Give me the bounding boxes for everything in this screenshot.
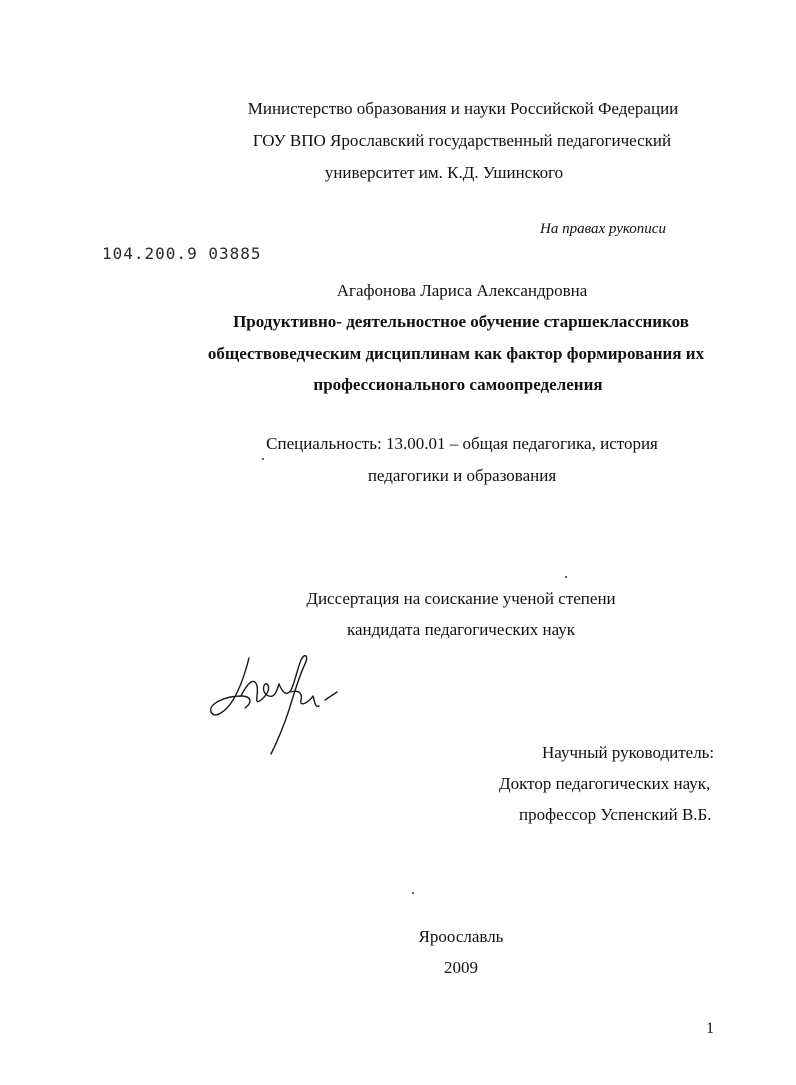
manuscript-note: На правах рукописи [540, 221, 666, 237]
specialty-line-1: Специальность: 13.00.01 – общая педагогика, история [266, 434, 658, 453]
supervisor-degree: Доктор педагогических наук, [499, 774, 711, 793]
city: Яроославль [418, 927, 504, 946]
specialty-line-2: педагогики и образования [367, 466, 557, 485]
university-line-1: ГОУ ВПО Ярославский государственный педагогический [252, 131, 672, 150]
page-number: 1 [706, 1020, 714, 1037]
title-line-1: Продуктивно- деятельностное обучение старшеклассников [233, 312, 689, 331]
year: 2009 [444, 958, 478, 977]
scan-speck [262, 458, 264, 460]
scan-speck [565, 576, 567, 578]
handwritten-signature [205, 650, 345, 760]
registration-stamp: 104.200.9 03885 [102, 244, 262, 263]
dissertation-line-2: кандидата педагогических наук [346, 620, 576, 639]
author-name: Агафонова Лариса Александровна [336, 281, 588, 300]
scan-speck [412, 892, 414, 894]
title-line-3: профессионального самоопределения [313, 375, 603, 394]
university-line-2: университет им. К.Д. Ушинского [324, 163, 564, 182]
ministry-line: Министерство образования и науки Российской Федерации [247, 99, 679, 118]
title-line-2: обществоведческим дисциплинам как фактор формирования их [207, 344, 705, 363]
supervisor-name: профессор Успенский В.Б. [519, 805, 712, 824]
supervisor-label: Научный руководитель: [542, 743, 715, 762]
dissertation-line-1: Диссертация на соискание ученой степени [306, 589, 616, 608]
